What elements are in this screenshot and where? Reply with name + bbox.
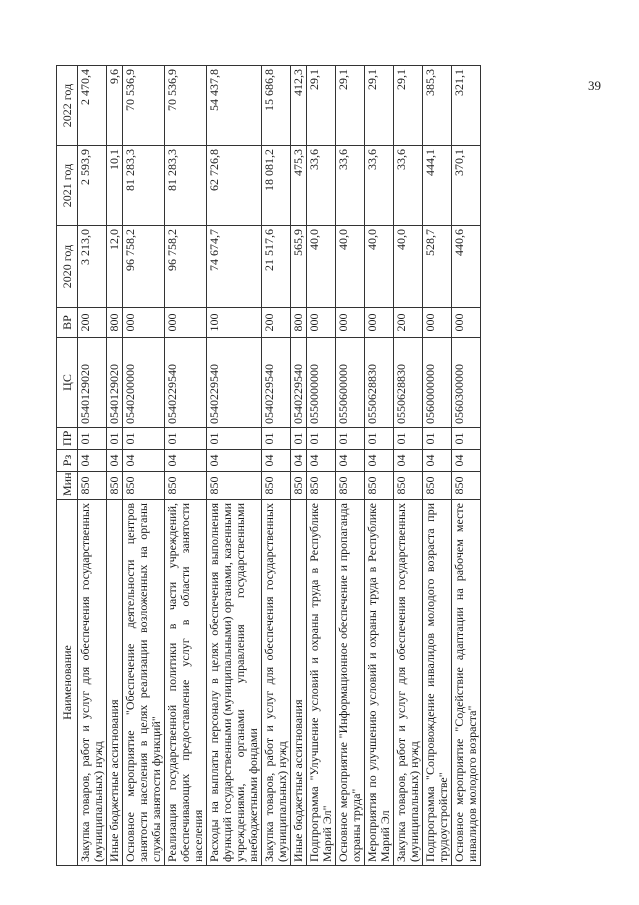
row-2022: 54 437,8 xyxy=(207,66,262,146)
row-pr: 01 xyxy=(123,428,165,450)
row-rz: 04 xyxy=(78,450,107,472)
row-cs: 0560000000 xyxy=(423,338,452,428)
row-2020: 565,9 xyxy=(291,226,307,308)
header-rz: Рз xyxy=(57,450,78,472)
table-row xyxy=(394,66,423,866)
row-vr: 800 xyxy=(291,308,307,338)
row-rz: 04 xyxy=(423,450,452,472)
row-rz: 04 xyxy=(336,450,365,472)
row-rz: 04 xyxy=(291,450,307,472)
row-name: Расходы на выплаты персоналу в целях обеспечения выполнения функций государственными (муниципальными) органами, казенными учреждениями, органами управления государственными внебюджетными фондами xyxy=(207,500,262,866)
row-2020: 440,6 xyxy=(452,226,481,308)
row-rz: 04 xyxy=(394,450,423,472)
row-rz: 04 xyxy=(207,450,262,472)
row-name: Основное мероприятие "Содействие адаптации на рабочем месте инвалидов молодого возраста" xyxy=(452,500,481,866)
row-min: 850 xyxy=(207,472,262,500)
row-cs: 0560300000 xyxy=(452,338,481,428)
header-vr: ВР xyxy=(57,308,78,338)
row-cs: 0540229540 xyxy=(291,338,307,428)
header-2021: 2021 год xyxy=(57,146,78,226)
row-min: 850 xyxy=(291,472,307,500)
row-cs: 0540129020 xyxy=(107,338,123,428)
row-name: Подпрограмма "Сопровождение инвалидов молодого возраста при трудоустройстве" xyxy=(423,500,452,866)
row-2020: 21 517,6 xyxy=(262,226,291,308)
row-2022: 412,3 xyxy=(291,66,307,146)
row-name: Основное мероприятие "Информационное обеспечение и пропаганда охраны труда" xyxy=(336,500,365,866)
row-2022: 29,1 xyxy=(336,66,365,146)
header-2022: 2022 год xyxy=(57,66,78,146)
row-rz: 04 xyxy=(123,450,165,472)
row-min: 850 xyxy=(452,472,481,500)
table-row xyxy=(452,66,481,866)
row-2020: 528,7 xyxy=(423,226,452,308)
row-cs: 0540129020 xyxy=(78,338,107,428)
row-vr: 200 xyxy=(78,308,107,338)
row-2020: 40,0 xyxy=(307,226,336,308)
row-2021: 444,1 xyxy=(423,146,452,226)
row-name: Закупка товаров, работ и услуг для обеспечения государственных (муниципальных) нужд xyxy=(394,500,423,866)
row-min: 850 xyxy=(336,472,365,500)
row-pr: 01 xyxy=(423,428,452,450)
row-pr: 01 xyxy=(107,428,123,450)
row-2020: 96 758,2 xyxy=(123,226,165,308)
row-2020: 12,0 xyxy=(107,226,123,308)
row-rz: 04 xyxy=(307,450,336,472)
table-row xyxy=(423,66,452,866)
row-name: Закупка товаров, работ и услуг для обеспечения государственных (муниципальных) нужд xyxy=(78,500,107,866)
row-2020: 74 674,7 xyxy=(207,226,262,308)
budget-table xyxy=(56,65,481,866)
row-2021: 2 593,9 xyxy=(78,146,107,226)
row-cs: 0540200000 xyxy=(123,338,165,428)
row-2022: 9,6 xyxy=(107,66,123,146)
row-rz: 04 xyxy=(262,450,291,472)
row-vr: 000 xyxy=(365,308,394,338)
table-row xyxy=(336,66,365,866)
row-2021: 18 081,2 xyxy=(262,146,291,226)
row-vr: 200 xyxy=(262,308,291,338)
row-min: 850 xyxy=(365,472,394,500)
row-min: 850 xyxy=(423,472,452,500)
row-cs: 0550600000 xyxy=(336,338,365,428)
row-rz: 04 xyxy=(365,450,394,472)
row-name: Мероприятия по улучшению условий и охраны труда в Республике Марий Эл xyxy=(365,500,394,866)
row-2022: 29,1 xyxy=(307,66,336,146)
budget-table-rotated xyxy=(56,66,583,866)
row-rz: 04 xyxy=(452,450,481,472)
row-vr: 000 xyxy=(336,308,365,338)
row-2021: 370,1 xyxy=(452,146,481,226)
row-2020: 96 758,2 xyxy=(165,226,207,308)
header-2020: 2020 год xyxy=(57,226,78,308)
row-2021: 33,6 xyxy=(307,146,336,226)
table-row xyxy=(165,66,207,866)
row-min: 850 xyxy=(394,472,423,500)
row-name: Закупка товаров, работ и услуг для обеспечения государственных (муниципальных) нужд xyxy=(262,500,291,866)
row-cs: 0540229540 xyxy=(262,338,291,428)
row-vr: 000 xyxy=(123,308,165,338)
row-vr: 200 xyxy=(394,308,423,338)
row-2021: 475,3 xyxy=(291,146,307,226)
row-pr: 01 xyxy=(365,428,394,450)
row-pr: 01 xyxy=(394,428,423,450)
row-pr: 01 xyxy=(78,428,107,450)
table-body xyxy=(78,66,481,866)
row-2022: 2 470,4 xyxy=(78,66,107,146)
row-2021: 33,6 xyxy=(394,146,423,226)
row-pr: 01 xyxy=(336,428,365,450)
row-vr: 000 xyxy=(423,308,452,338)
row-vr: 100 xyxy=(207,308,262,338)
row-2021: 62 726,8 xyxy=(207,146,262,226)
table-row xyxy=(207,66,262,866)
row-name: Реализация государственной политики в части учреждений, обеспечивающих предоставление услуг в области занятости населения xyxy=(165,500,207,866)
row-2021: 81 283,3 xyxy=(165,146,207,226)
row-vr: 000 xyxy=(452,308,481,338)
row-vr: 800 xyxy=(107,308,123,338)
row-name: Иные бюджетные ассигнования xyxy=(107,500,123,866)
row-cs: 0550628830 xyxy=(394,338,423,428)
row-pr: 01 xyxy=(291,428,307,450)
row-min: 850 xyxy=(307,472,336,500)
table-row xyxy=(291,66,307,866)
row-name: Иные бюджетные ассигнования xyxy=(291,500,307,866)
row-cs: 0550628830 xyxy=(365,338,394,428)
row-2022: 321,1 xyxy=(452,66,481,146)
row-2022: 70 536,9 xyxy=(123,66,165,146)
row-pr: 01 xyxy=(452,428,481,450)
row-2020: 40,0 xyxy=(336,226,365,308)
row-2021: 10,1 xyxy=(107,146,123,226)
row-rz: 04 xyxy=(165,450,207,472)
row-pr: 01 xyxy=(307,428,336,450)
row-min: 850 xyxy=(262,472,291,500)
table-row xyxy=(78,66,107,866)
row-vr: 000 xyxy=(307,308,336,338)
row-min: 850 xyxy=(78,472,107,500)
row-2020: 40,0 xyxy=(394,226,423,308)
row-rz: 04 xyxy=(107,450,123,472)
row-pr: 01 xyxy=(207,428,262,450)
table-row xyxy=(365,66,394,866)
row-2021: 81 283,3 xyxy=(123,146,165,226)
header-cs: ЦС xyxy=(57,338,78,428)
header-min: Мин xyxy=(57,472,78,500)
row-pr: 01 xyxy=(165,428,207,450)
row-2021: 33,6 xyxy=(336,146,365,226)
row-2022: 70 536,9 xyxy=(165,66,207,146)
row-cs: 0540229540 xyxy=(207,338,262,428)
row-2022: 15 686,8 xyxy=(262,66,291,146)
header-pr: ПР xyxy=(57,428,78,450)
header-name: Наименование xyxy=(57,500,78,866)
page-number: 39 xyxy=(588,78,601,93)
row-pr: 01 xyxy=(262,428,291,450)
row-2022: 29,1 xyxy=(365,66,394,146)
table-row xyxy=(262,66,291,866)
row-min: 850 xyxy=(165,472,207,500)
table-row xyxy=(107,66,123,866)
row-name: Подпрограмма "Улучшение условий и охраны труда в Республике Марий Эл" xyxy=(307,500,336,866)
row-2022: 385,3 xyxy=(423,66,452,146)
row-name: Основное мероприятие "Обеспечение деятельности центров занятости населения в целях реализации возложенных на органы службы занятости функций" xyxy=(123,500,165,866)
row-2022: 29,1 xyxy=(394,66,423,146)
table-row xyxy=(307,66,336,866)
row-2020: 40,0 xyxy=(365,226,394,308)
row-min: 850 xyxy=(123,472,165,500)
row-2020: 3 213,0 xyxy=(78,226,107,308)
table-row xyxy=(123,66,165,866)
table-header-row xyxy=(57,66,78,866)
row-min: 850 xyxy=(107,472,123,500)
row-cs: 0550000000 xyxy=(307,338,336,428)
row-2021: 33,6 xyxy=(365,146,394,226)
row-vr: 000 xyxy=(165,308,207,338)
row-cs: 0540229540 xyxy=(165,338,207,428)
